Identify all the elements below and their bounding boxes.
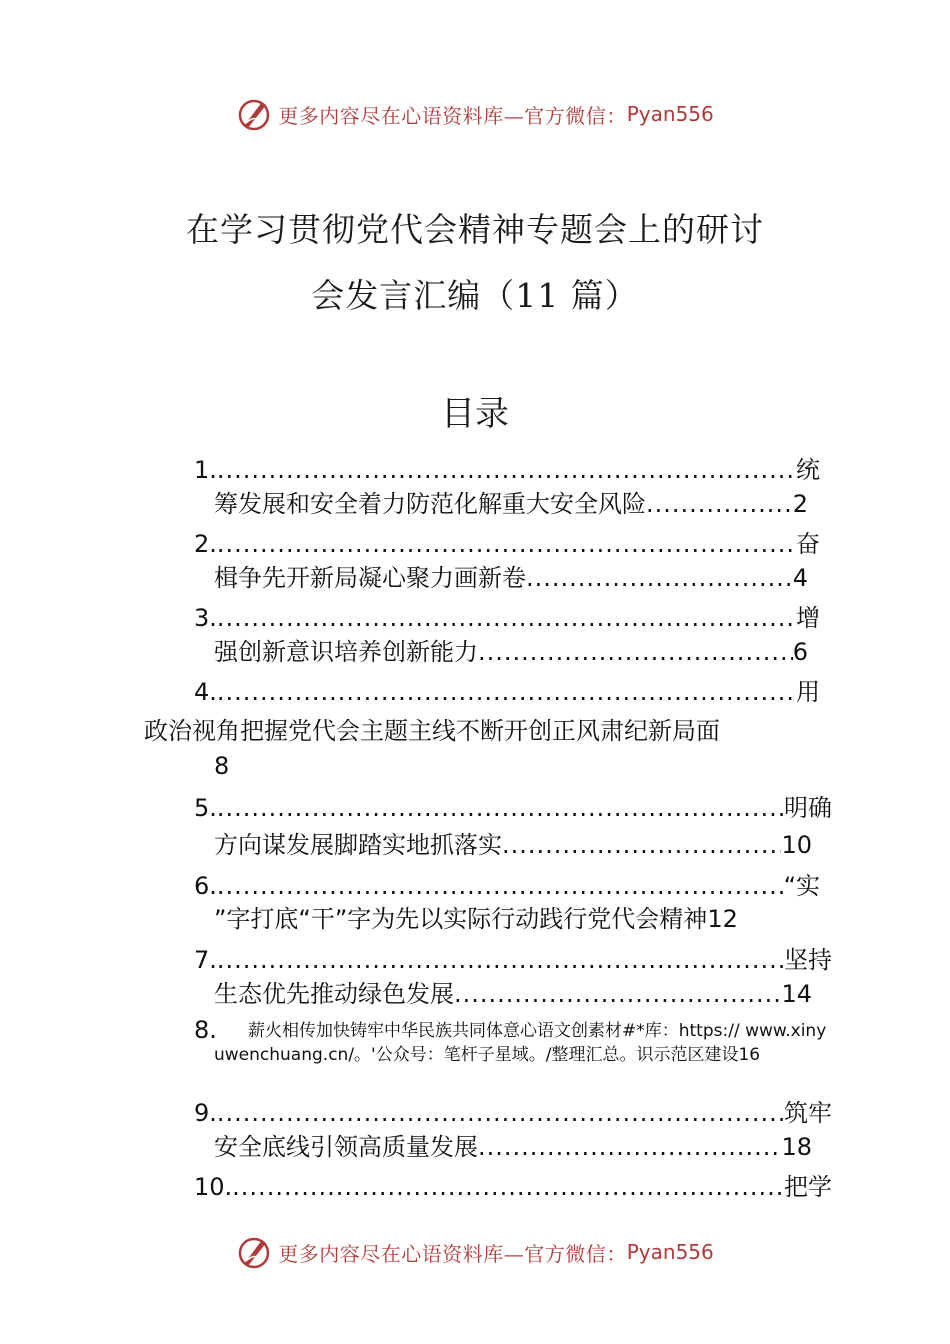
toc-entry-text-start: 坚持 [784, 946, 832, 974]
toc-entry-text-start: 增 [796, 604, 820, 632]
dot-leader [646, 487, 793, 521]
toc-entry-page: 14 [781, 980, 812, 1008]
dot-leader [217, 791, 784, 825]
toc-entry-text: 安全底线引领高质量发展 [214, 1133, 478, 1161]
toc-entry-page: 12 [707, 905, 738, 933]
banner-text: 更多内容尽在心语资料库—官方微信： [278, 1241, 627, 1266]
toc-entry-number: 10. [194, 1173, 233, 1201]
toc-entry-6-cont[interactable] [214, 902, 738, 936]
toc-entry-page: 18 [781, 1133, 812, 1161]
header-banner [0, 94, 950, 134]
dot-leader [478, 635, 793, 669]
dot-leader [217, 601, 796, 635]
toc-entry-page: 2 [792, 490, 808, 518]
toc-entry-number: 5. [194, 794, 217, 822]
toc-entry-text: 筹发展和安全着力防范化解重大安全风险 [214, 490, 646, 518]
toc-entry-number: 9. [194, 1099, 217, 1127]
banner-text: 更多内容尽在心语资料库—官方微信： [278, 103, 627, 128]
toc-entry-4-lead[interactable] [194, 675, 820, 709]
toc-entry-number: 6. [194, 872, 217, 900]
dot-leader [502, 828, 781, 862]
dot-leader [478, 1130, 781, 1164]
toc-entry-2-lead[interactable] [194, 527, 820, 561]
toc-entry-9-cont[interactable] [214, 1130, 812, 1164]
toc-entry-text-start: “实 [783, 872, 820, 900]
toc-entry-text-start: 筑牢 [784, 1099, 832, 1127]
toc-entry-3-cont[interactable] [214, 635, 808, 669]
toc-entry-text: 强创新意识培养创新能力 [214, 638, 478, 666]
banner-wechat-id: Pyan556 [626, 102, 714, 126]
document-title-line-2: 会发言汇编（11 篇） [311, 276, 639, 315]
toc-entry-number: 7. [194, 946, 217, 974]
banner-wechat-id: Pyan556 [626, 1240, 714, 1264]
toc-entry-5-cont[interactable] [214, 828, 812, 862]
dot-leader [217, 1096, 784, 1130]
toc-entry-5-lead[interactable] [194, 791, 832, 825]
footer-banner [0, 1232, 950, 1272]
dot-leader [454, 977, 781, 1011]
dot-leader [217, 869, 784, 903]
toc-entry-6-lead[interactable] [194, 869, 820, 903]
document-title-line-1: 在学习贯彻党代会精神专题会上的研讨 [186, 210, 764, 249]
toc-entry-number: 1. [194, 456, 217, 484]
toc-entry-number: 4. [194, 678, 217, 706]
toc-entry-4-text[interactable]: 政治视角把握党代会主题主线不断开创正风肃纪新局面 [144, 717, 720, 745]
dot-leader [526, 561, 793, 595]
toc-entry-text: 方向谋发展脚踏实地抓落实 [214, 831, 502, 859]
toc-entry-text-start: 明确 [784, 794, 832, 822]
toc-heading: 目录 [441, 394, 509, 434]
toc-entry-text: 生态优先推动绿色发展 [214, 980, 454, 1008]
toc-entry-1-cont[interactable] [214, 487, 808, 521]
toc-entry-9-lead[interactable] [194, 1096, 832, 1130]
dot-leader [217, 675, 796, 709]
quill-logo-icon [236, 96, 272, 132]
toc-entry-7-cont[interactable] [214, 977, 812, 1011]
toc-entry-1-lead[interactable] [194, 453, 820, 487]
toc-entry-text: ”字打底“干”字为先以实际行动践行党代会精神 [214, 905, 708, 933]
dot-leader [232, 1170, 784, 1204]
toc-entry-8-text[interactable]: 薪火相传加快铸牢中华民族共同体意心语文创素材#*库：https:// www.xinyuwenchuang.cn/。'公众号：笔杆子星域。/整理汇总。识示范区建设16 [214, 1021, 827, 1065]
toc-entry-text-start: 奋 [796, 530, 820, 558]
quill-logo-icon [236, 1234, 272, 1270]
dot-leader [217, 943, 784, 977]
toc-entry-4-page: 8 [214, 752, 230, 780]
toc-entry-text-start: 把学 [784, 1173, 832, 1201]
toc-entry-7-lead[interactable] [194, 943, 832, 977]
toc-entry-text: 楫争先开新局凝心聚力画新卷 [214, 564, 526, 592]
toc-entry-3-lead[interactable] [194, 601, 820, 635]
toc-entry-page: 10 [781, 831, 812, 859]
toc-entry-page: 4 [792, 564, 808, 592]
toc-entry-2-cont[interactable] [214, 561, 808, 595]
toc-entry-10-lead[interactable] [194, 1170, 832, 1204]
toc-entry-page: 6 [792, 638, 808, 666]
toc-entry-number: 3. [194, 604, 217, 632]
dot-leader [217, 527, 796, 561]
toc-entry-text-start: 统 [796, 456, 820, 484]
toc-entry-text-start: 用 [796, 678, 820, 706]
dot-leader [217, 453, 796, 487]
toc-entry-8-number: 8. [194, 1016, 217, 1044]
toc-entry-number: 2. [194, 530, 217, 558]
